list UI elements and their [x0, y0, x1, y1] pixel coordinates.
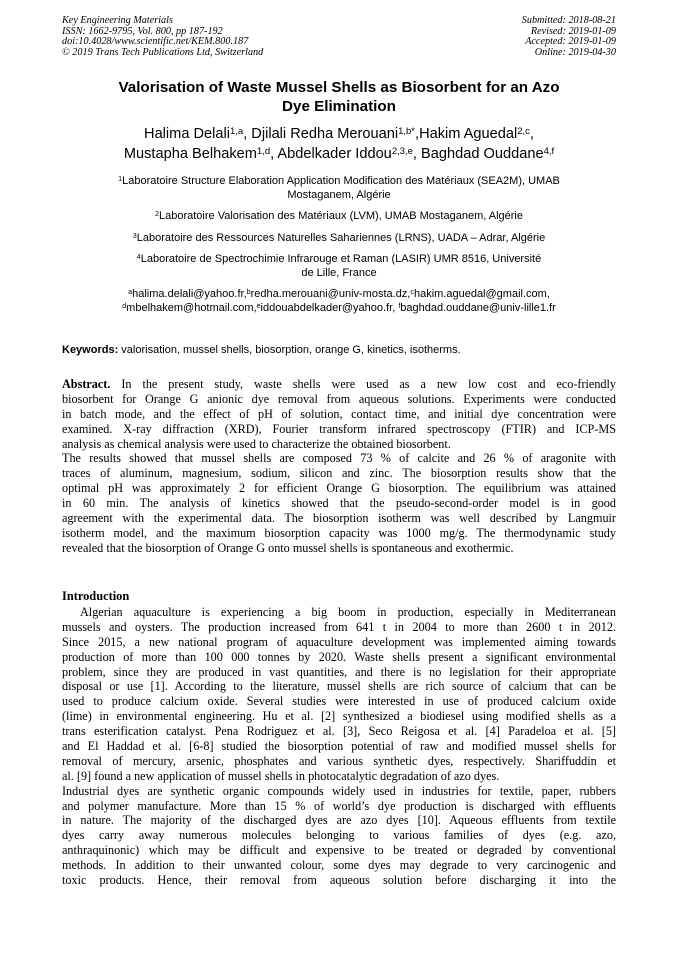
- journal-doi: doi:10.4028/www.scientific.net/KEM.800.187: [62, 36, 249, 48]
- affiliation-4: [62, 252, 616, 280]
- abstract-line: isotherm model, and the maximum biosorption capacity was 1000 mg/g. The thermodynamic study: [62, 525, 616, 540]
- intro-line: Since 2015, a new national program of aquaculture development was implemented aiming towards: [62, 634, 616, 649]
- abstract-line: [62, 377, 616, 392]
- author-affiliation-mark: 2,3,e: [391, 145, 413, 157]
- introduction-body: [62, 605, 616, 888]
- intro-line: mussels and oysters. The production increased from 641 t in 2004 to more than 2600 t in 2012.: [62, 619, 616, 634]
- date-submitted: Submitted: 2018-08-21: [521, 15, 616, 26]
- abstract: [62, 377, 616, 556]
- author-affiliation-mark: 1,d: [256, 145, 271, 157]
- journal-issn: ISSN: 1662-9795, Vol. 800, pp 187-192: [62, 25, 223, 37]
- author-affiliation-mark: 1,b*: [398, 125, 416, 137]
- affiliation-line: [62, 174, 616, 188]
- intro-line: toxic products. Hence, their removal from aqueous solution before discharging it into the: [62, 873, 616, 888]
- title-line: Valorisation of Waste Mussel Shells as Biosorbent for an Azo: [118, 79, 560, 96]
- email-address[interactable]: mbelhakem@hotmail.com,: [126, 302, 257, 314]
- intro-line: and El Haddad et al. [6-8] studied the biosorption potential of raw and modified mussel shells for: [62, 739, 616, 754]
- title-line: Dye Elimination: [282, 97, 396, 115]
- email-mark: d: [122, 301, 127, 310]
- intro-line: disposal or use [1]. According to the literature, mussel shells are rich source of calcium that can be: [62, 679, 616, 694]
- author-affiliation-mark: 4,f: [543, 145, 555, 157]
- section-heading-introduction: Introduction: [62, 589, 130, 603]
- abstract-line: examined. X-ray diffraction (XRD), Fourier transform infrared spectroscopy (FTIR) and ICP-MS: [62, 421, 616, 436]
- email-address[interactable]: halima.delali@yahoo.fr,: [132, 288, 247, 300]
- abstract-line: analysis as chemical analysis were used to characterize the obtained biosorbent.: [62, 436, 451, 451]
- journal-info: [62, 16, 263, 58]
- author-affiliation-mark: 1,a: [230, 125, 244, 137]
- author-line: [62, 144, 616, 164]
- affiliation-number: 1: [118, 174, 123, 183]
- author-name: ,Hakim Aguedal: [415, 126, 518, 142]
- date-accepted: Accepted: 2019-01-09: [525, 36, 616, 48]
- intro-line: al. [9] found a new application of mussel shells in photocatalytic degradation of azo dyes.: [62, 768, 500, 783]
- abstract-line: in batch mode, and the effect of pH of solution, contact time, and initial dye concentration were: [62, 406, 616, 421]
- author-emails: [62, 287, 616, 315]
- keywords: [62, 343, 616, 357]
- author-name: , Abdelkader Iddou: [270, 146, 392, 162]
- email-line: [62, 287, 616, 301]
- author-name: , Baghdad Ouddane: [412, 146, 544, 162]
- affiliation-text: Mostaganem, Algérie: [287, 189, 391, 201]
- affiliation-3: [62, 231, 616, 245]
- affiliation-line: [62, 209, 616, 223]
- paper-title: [80, 79, 598, 116]
- journal-name: Key Engineering Materials: [62, 15, 173, 26]
- email-mark: b: [246, 287, 251, 296]
- intro-line: dyes carry away numerous molecules belonging to various families of dyes (e.g. azo,: [62, 828, 616, 843]
- affiliation-text: Laboratoire des Ressources Naturelles Sahariennes (LRNS), UADA – Adrar, Algérie: [136, 232, 546, 244]
- date-revised: Revised: 2019-01-09: [530, 25, 616, 37]
- affiliation-line: [62, 252, 616, 266]
- abstract-line: revealed that the biosorption of Orange G onto mussel shells is spontaneous and exothermic.: [62, 540, 514, 555]
- date-online: Online: 2019-04-30: [534, 46, 616, 58]
- abstract-line: optimal pH was approximately 2 for efficient Orange G biosorption. The equilibrium was attained: [62, 481, 616, 496]
- email-address[interactable]: iddouabdelkader@yahoo.fr,: [260, 302, 399, 314]
- email-mark: c: [410, 287, 414, 296]
- submission-dates: [522, 16, 616, 58]
- abstract-line: traces of aluminum, magnesium, sodium, silicon and zinc. The biosorption results show that the: [62, 466, 616, 481]
- intro-line: Algerian aquaculture is experiencing a big boom in production, especially in Mediterranean: [80, 605, 616, 619]
- affiliation-number: 3: [132, 231, 137, 240]
- author-separator: ,: [529, 126, 534, 142]
- abstract-line: biosorbent for Orange G anionic dye removal from aqueous solutions. Experiments were conducted: [62, 391, 616, 406]
- intro-line: production of more than 100 000 tonnes by 2020. Waste shells present a significant environmental: [62, 649, 616, 664]
- author-list: [62, 124, 616, 164]
- affiliation-text: Laboratoire Structure Elaboration Application Modification des Matériaux (SEA2M), UMAB: [122, 175, 560, 187]
- abstract-line: agreement with the experimental data. The biosorption isotherm was well described by Langmuir: [62, 511, 616, 526]
- intro-line: methods. In addition to their unwanted colour, some dyes may degrade to very carcinogenic and: [62, 858, 616, 873]
- keywords-label: Keywords:: [62, 344, 119, 356]
- author-line: [62, 124, 616, 144]
- affiliation-2: [62, 209, 616, 223]
- affiliation-line: [62, 231, 616, 245]
- email-mark: f: [398, 301, 401, 310]
- intro-line: Industrial dyes are synthetic organic compounds widely used in industries for textile, paper, rubbers: [62, 783, 616, 798]
- affiliation-line: [62, 266, 616, 280]
- abstract-line: in 60 min. The analysis of kinetics showed that the pseudo-second-order model is in good: [62, 496, 616, 511]
- affiliation-text: Laboratoire de Spectrochimie Infrarouge et Raman (LASIR) UMR 8516, Université: [140, 253, 542, 265]
- intro-line: removal of mercury, arsenic, phosphates and various synthetic dyes, respectively. Shariffuddin et: [62, 753, 616, 768]
- email-address[interactable]: redha.merouani@univ-mosta.dz,: [250, 288, 411, 300]
- author-affiliation-mark: 2,c: [517, 125, 530, 137]
- affiliation-1: [62, 174, 616, 202]
- journal-copyright: © 2019 Trans Tech Publications Ltd, Switzerland: [62, 46, 264, 58]
- affiliation-text: de Lille, France: [301, 267, 377, 279]
- author-name: Mustapha Belhakem: [123, 146, 257, 162]
- email-line: [62, 301, 616, 315]
- affiliation-text: Laboratoire Valorisation des Matériaux (LVM), UMAB Mostaganem, Algérie: [159, 210, 523, 222]
- affiliation-number: 4: [136, 252, 141, 261]
- author-name: , Djilali Redha Merouani: [243, 126, 399, 142]
- affiliation-line: [62, 188, 616, 202]
- email-address[interactable]: hakim.aguedal@gmail.com,: [413, 288, 550, 300]
- email-mark: a: [128, 287, 133, 296]
- intro-line: trans esterification catalyst. Pena Rodriguez et al. [3], Seco Reigosa et al. [4] Paradeloa et al. [5]: [62, 724, 616, 739]
- keywords-text: valorisation, mussel shells, biosorption, orange G, kinetics, isotherms.: [118, 344, 461, 356]
- intro-line: anthraquinonic) which may be difficult and expensive to be treated or degraded by conventional: [62, 843, 616, 858]
- intro-line: and polymer manufacture. More than 15 % of world’s dye production is discharged with effluents: [62, 798, 616, 813]
- email-address[interactable]: baghdad.ouddane@univ-lille1.fr: [400, 302, 556, 314]
- author-name: Halima Delali: [144, 126, 230, 142]
- intro-line: in nature. The majority of the discharged dyes are azo dyes [10]. Aqueous effluents from textile: [62, 813, 616, 828]
- intro-line: (lime) in environmental engineering. Hu et al. [2] synthesized a biodiesel using modified shells as a: [62, 709, 616, 724]
- intro-line: used to produce calcium oxide. Several studies were interested in use of produced calcium oxide: [62, 694, 616, 709]
- abstract-label: Abstract.: [62, 377, 111, 391]
- affiliation-number: 2: [155, 209, 159, 218]
- abstract-line: The results showed that mussel shells are composed 73 % of calcite and 26 % of aragonite with: [62, 451, 616, 466]
- abstract-text: In the present study, waste shells were used as a new low cost and eco-friendly: [110, 377, 616, 391]
- intro-line: problem, since they are produced in vast quantities, and there is no legislation for their appropriate: [62, 664, 616, 679]
- email-mark: e: [256, 301, 261, 310]
